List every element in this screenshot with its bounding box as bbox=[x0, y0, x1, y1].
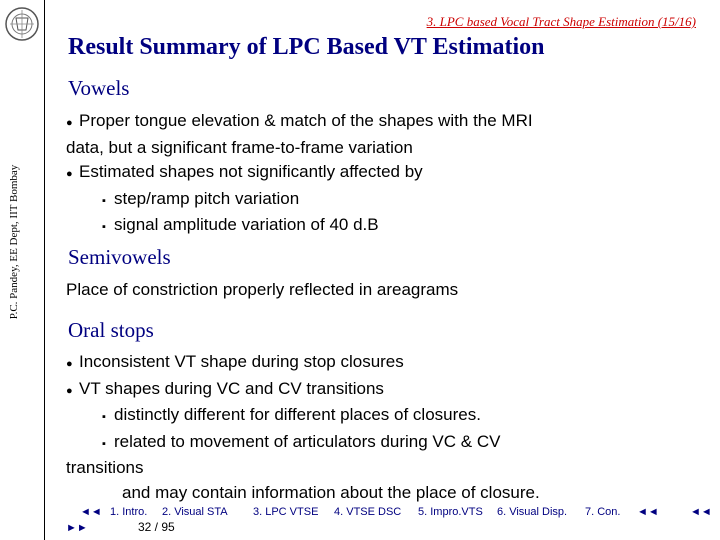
nav-prev-button[interactable]: ◄◄ bbox=[690, 506, 712, 518]
oral-stops-line-3: distinctly different for different places of closures. bbox=[114, 405, 481, 424]
vowels-line-1: Proper tongue elevation & match of the shapes with the MRI bbox=[79, 111, 533, 130]
oral-stops-body bbox=[66, 350, 540, 505]
header-section-ref[interactable]: 3. LPC based Vocal Tract Shape Estimation (15/16) bbox=[426, 14, 696, 29]
oral-stops-line-5: transitions bbox=[66, 458, 144, 477]
section-heading-oral-stops: Oral stops bbox=[68, 318, 154, 342]
page-title: Result Summary of LPC Based VT Estimation bbox=[68, 34, 545, 60]
oral-stops-line-2: VT shapes during VC and CV transitions bbox=[79, 378, 384, 398]
semivowels-body bbox=[66, 278, 458, 303]
vowels-line-2: data, but a significant frame-to-frame variation bbox=[66, 137, 413, 157]
sidebar-divider bbox=[44, 0, 45, 540]
vowels-line-4: step/ramp pitch variation bbox=[114, 188, 300, 208]
square-bullet-icon: ▪ bbox=[102, 437, 106, 450]
section-heading-semivowels: Semivowels bbox=[68, 245, 171, 269]
vowels-line-5: signal amplitude variation of 40 d.B bbox=[114, 215, 379, 234]
round-bullet-icon: ● bbox=[66, 168, 73, 180]
nav-first-button[interactable]: ◄◄ bbox=[80, 506, 102, 518]
nav-link-impro-vts[interactable]: 5. Impro.VTS bbox=[418, 506, 483, 518]
nav-link-visual-sta[interactable]: 2. Visual STA bbox=[162, 506, 228, 518]
square-bullet-icon: ▪ bbox=[102, 411, 106, 423]
vowels-body bbox=[66, 109, 533, 240]
sidebar-credit-text: P.C. Pandey, EE Dept, IIT Bombay bbox=[8, 164, 20, 320]
nav-link-con[interactable]: 7. Con. bbox=[585, 506, 621, 518]
round-bullet-icon: ● bbox=[66, 384, 73, 397]
round-bullet-icon: ● bbox=[66, 358, 73, 370]
nav-link-lpc-vtse[interactable]: 3. LPC VTSE bbox=[253, 506, 319, 518]
semivowels-line-1: Place of constriction properly reflected in areagrams bbox=[66, 280, 459, 299]
iit-bombay-logo-icon bbox=[4, 4, 40, 44]
square-bullet-icon: ▪ bbox=[102, 221, 106, 233]
square-bullet-icon: ▪ bbox=[102, 194, 106, 207]
round-bullet-icon: ● bbox=[66, 117, 73, 129]
nav-back-button[interactable]: ◄◄ bbox=[637, 506, 659, 518]
oral-stops-line-6: and may contain information about the place of closure. bbox=[122, 482, 540, 502]
nav-next-button[interactable]: ►► bbox=[66, 522, 88, 534]
section-heading-vowels: Vowels bbox=[68, 76, 130, 100]
page-number: 32 / 95 bbox=[138, 520, 175, 534]
vowels-line-3: Estimated shapes not significantly affected by bbox=[79, 162, 423, 181]
oral-stops-line-4: related to movement of articulators during VC & CV bbox=[114, 431, 501, 451]
nav-link-visual-disp[interactable]: 6. Visual Disp. bbox=[497, 506, 568, 518]
nav-link-intro[interactable]: 1. Intro. bbox=[110, 506, 148, 518]
nav-link-vtse-dsc[interactable]: 4. VTSE DSC bbox=[334, 506, 402, 518]
oral-stops-line-1: Inconsistent VT shape during stop closures bbox=[79, 352, 404, 371]
